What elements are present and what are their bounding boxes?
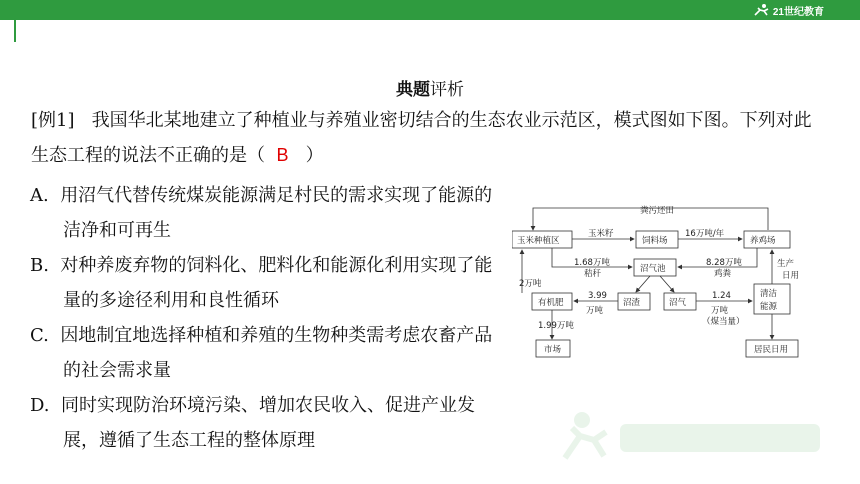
label-biogas-amount: 1.24 xyxy=(712,291,731,301)
watermark-logo-icon xyxy=(560,406,830,466)
label-corn-grain: 玉米籽 xyxy=(588,229,614,239)
option-c xyxy=(30,318,500,388)
option-text: 因地制宜地选择种植和养殖的生物种类需考虑农畜产品的社会需求量 xyxy=(60,325,493,381)
box-residue-text: 沼渣 xyxy=(623,298,641,308)
option-d xyxy=(30,388,500,458)
label-biogas-unit: 万吨 xyxy=(711,306,729,316)
box-market-text: 市场 xyxy=(544,345,562,355)
title-rest: 评析 xyxy=(430,80,464,100)
option-text: 用沼气代替传统煤炭能源满足村民的需求实现了能源的洁净和可再生 xyxy=(60,185,493,241)
answer-letter: B xyxy=(276,145,289,165)
arrow-pool-biogas xyxy=(660,276,674,292)
question-close: ） xyxy=(305,145,324,166)
label-market-amount: 1.99万吨 xyxy=(538,321,574,331)
label-two-wan: 2万吨 xyxy=(519,279,542,289)
option-text: 同时实现防治环境污染、增加农民收入、促进产业发展，遵循了生态工程的整体原理 xyxy=(60,395,475,451)
question-text: 我国华北某地建立了种植业与养殖业密切结合的生态农业示范区，模式图如下图。下列对此生态工程的说法不正确的是（ xyxy=(31,110,812,166)
label-straw: 秸秆 xyxy=(584,269,602,279)
box-organic-fertilizer-text: 有机肥 xyxy=(538,298,564,308)
label-residue-unit: 万吨 xyxy=(586,306,604,316)
box-biogas-text: 沼气 xyxy=(669,298,687,308)
box-clean-energy-text1: 清洁 xyxy=(760,289,778,299)
label-straw-amount: 1.68万吨 xyxy=(574,258,610,268)
option-a xyxy=(30,178,500,248)
left-accent xyxy=(14,20,16,42)
question-stem xyxy=(31,104,821,173)
logo-text: 21世纪教育 xyxy=(772,6,824,18)
brand-logo xyxy=(752,2,824,18)
question-label: [例1] xyxy=(31,110,75,131)
label-manure-amount: 8.28万吨 xyxy=(706,258,742,268)
arrow-pool-residue xyxy=(636,276,650,292)
section-title xyxy=(0,75,860,100)
box-clean-energy-text2: 能源 xyxy=(760,302,778,312)
eco-agriculture-diagram xyxy=(512,196,812,366)
box-chicken-farm-text: 养鸡场 xyxy=(750,236,776,246)
label-production-1: 生产 xyxy=(777,259,795,269)
running-figure-icon xyxy=(752,3,770,17)
box-feed-plant-text: 饲料场 xyxy=(642,236,668,246)
label-manure-return: 粪污还田 xyxy=(640,206,675,216)
title-bold: 典题 xyxy=(396,80,430,100)
option-letter: A. xyxy=(30,185,49,206)
label-coal-equiv: （煤当量） xyxy=(702,317,745,327)
option-letter: C. xyxy=(30,325,49,346)
box-corn-area-text: 玉米种植区 xyxy=(517,236,560,246)
box-biogas-pool-text: 沼气池 xyxy=(640,264,666,274)
label-production-2: 日用 xyxy=(782,271,800,281)
box-residents-text: 居民日用 xyxy=(754,345,789,355)
option-text: 对种养废弃物的饲料化、肥料化和能源化利用实现了能量的多途径利用和良性循环 xyxy=(60,255,493,311)
top-bar xyxy=(0,0,860,20)
option-b xyxy=(30,248,500,318)
options-list xyxy=(30,178,500,458)
label-chicken-manure: 鸡粪 xyxy=(714,269,732,279)
option-letter: B. xyxy=(30,255,49,276)
option-letter: D. xyxy=(30,395,50,416)
label-feed-amount: 16万吨/年 xyxy=(685,229,725,239)
label-residue-amount: 3.99 xyxy=(588,291,607,301)
